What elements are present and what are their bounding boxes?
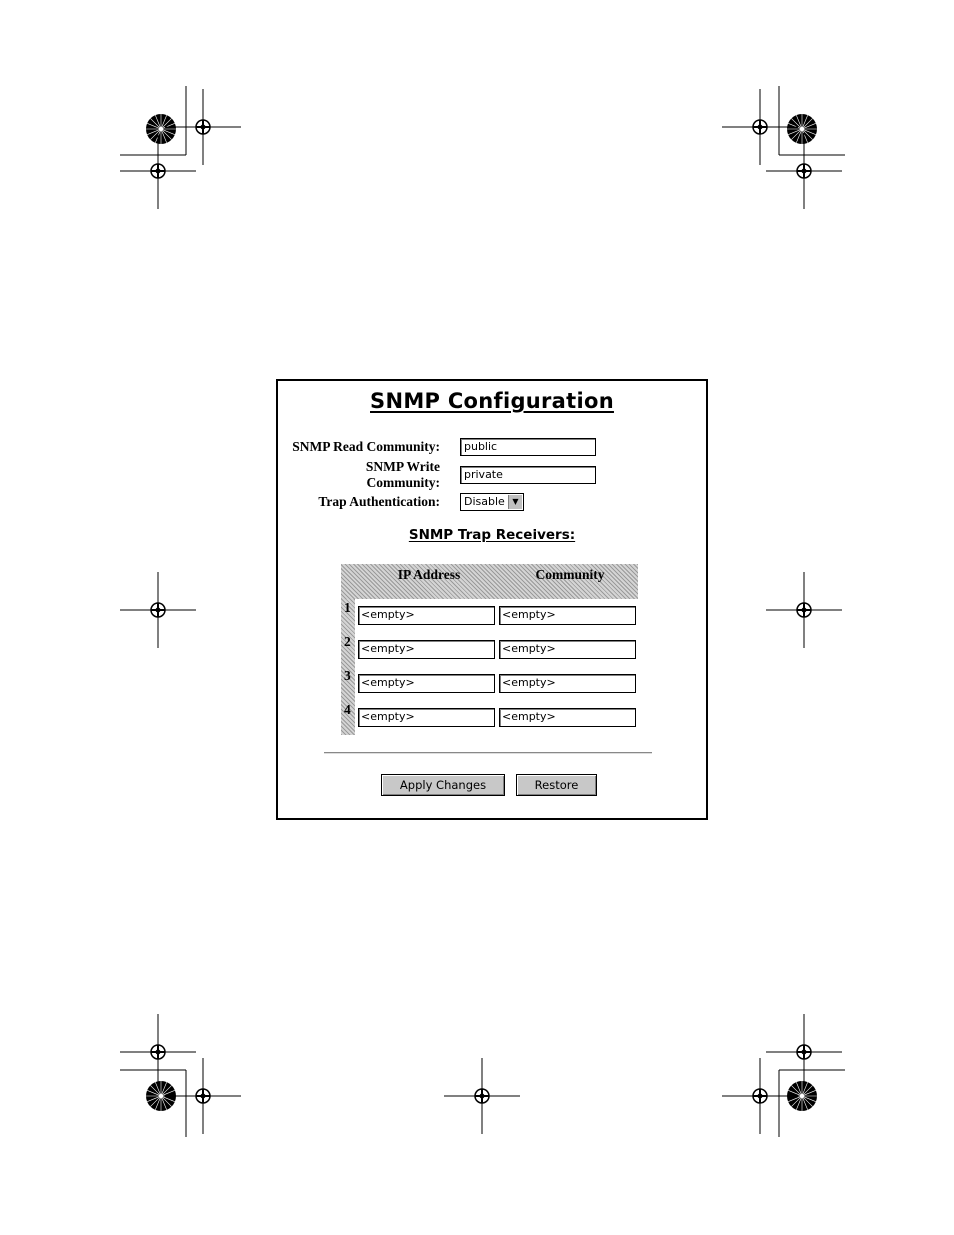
row-1-ip-input[interactable]: <empty>: [358, 606, 495, 625]
row-2-ip-input[interactable]: <empty>: [358, 640, 495, 659]
row-1-community-input[interactable]: <empty>: [499, 606, 636, 625]
row-3-community-input[interactable]: <empty>: [499, 674, 636, 693]
trap-receivers-title: SNMP Trap Receivers:: [408, 527, 576, 543]
trap-auth-select[interactable]: [460, 493, 524, 511]
column-header-ip: IP Address: [397, 567, 461, 582]
write-community-label: SNMP Write Community:: [365, 459, 440, 490]
read-community-label: SNMP Read Community:: [292, 439, 440, 454]
read-community-input[interactable]: public: [460, 438, 596, 456]
trap-auth-value: Disable: [464, 495, 505, 508]
chevron-down-icon[interactable]: ▼: [508, 495, 522, 509]
row-number-3: 3: [344, 668, 351, 683]
divider: [324, 752, 652, 754]
snmp-config-panel: [276, 379, 708, 820]
row-4-ip-input[interactable]: <empty>: [358, 708, 495, 727]
column-header-community: Community: [535, 567, 605, 582]
write-community-input[interactable]: private: [460, 466, 596, 484]
page-title: SNMP Configuration: [370, 389, 614, 413]
row-number-1: 1: [344, 600, 351, 615]
restore-button[interactable]: Restore: [516, 774, 597, 796]
trap-auth-label: Trap Authentication:: [318, 494, 440, 509]
row-2-community-input[interactable]: <empty>: [499, 640, 636, 659]
row-3-ip-input[interactable]: <empty>: [358, 674, 495, 693]
row-number-2: 2: [344, 634, 351, 649]
row-4-community-input[interactable]: <empty>: [499, 708, 636, 727]
apply-changes-button[interactable]: Apply Changes: [381, 774, 505, 796]
row-number-4: 4: [344, 702, 351, 717]
